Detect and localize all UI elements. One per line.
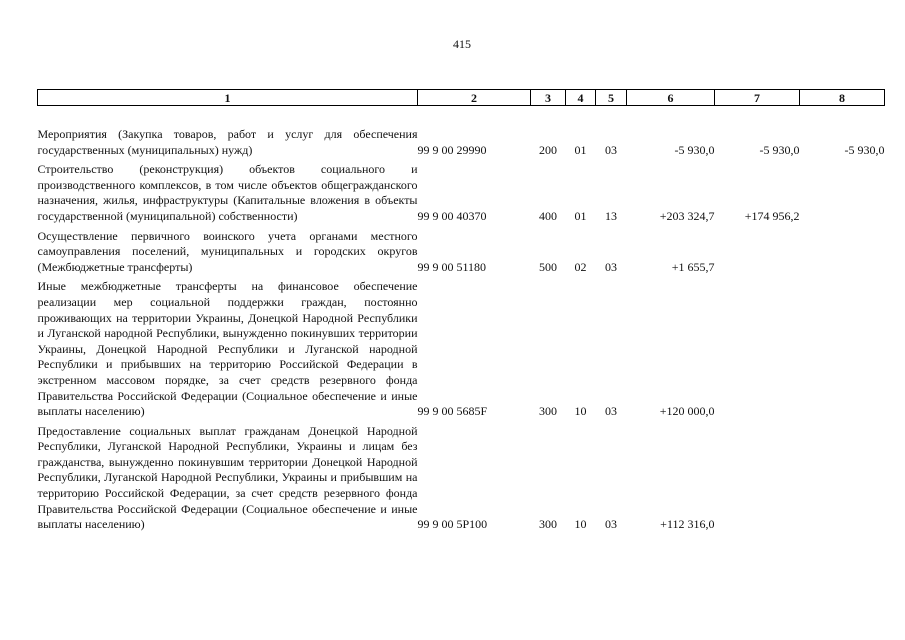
row-col7: -5 930,0 bbox=[759, 142, 800, 157]
header-col-8: 8 bbox=[800, 90, 885, 106]
row-col7: +174 956,2 bbox=[744, 208, 800, 223]
row-vr: 400 bbox=[539, 208, 557, 223]
header-row bbox=[38, 90, 885, 106]
row-col6: +203 324,7 bbox=[659, 208, 715, 223]
row-name: Осуществление первичного воинского учета органами местного самоуправления поселений, муниципальных и городских округов (Межбюджетные трансферты) bbox=[37, 228, 418, 274]
spacer-row bbox=[38, 106, 885, 124]
row-pr: 03 bbox=[605, 404, 617, 419]
row-vr: 300 bbox=[539, 404, 557, 419]
row-code: 99 9 00 40370 bbox=[417, 208, 487, 223]
row-code: 99 9 00 51180 bbox=[417, 259, 487, 274]
row-col6: +120 000,0 bbox=[659, 404, 715, 419]
row-col6: +112 316,0 bbox=[660, 517, 715, 532]
row-name: Мероприятия (Закупка товаров, работ и услуг для обеспечения государственных (муниципальных) нужд) bbox=[37, 127, 418, 157]
row-col7 bbox=[715, 225, 800, 276]
row-name: Предоставление социальных выплат гражданам Донецкой Народной Республики, Луганской Народной Республики, Украины и лицам без гражданства, вынужденно покинувшим территории Донецкой Народной Республики, Луганской Народной Республики, Украины и прибывшим на территорию Российской Федерации, за счет средств резервного фонда Правительства Российской Федерации (Социальное обеспечение и иные выплаты населению) bbox=[37, 423, 418, 532]
header-col-4: 4 bbox=[566, 90, 596, 106]
row-pr: 03 bbox=[605, 259, 617, 274]
row-pr: 03 bbox=[605, 142, 617, 157]
row-vr: 300 bbox=[539, 517, 557, 532]
header-col-5: 5 bbox=[596, 90, 627, 106]
budget-table bbox=[37, 89, 885, 533]
row-vr: 200 bbox=[539, 142, 557, 157]
header-col-2: 2 bbox=[418, 90, 531, 106]
table-row bbox=[38, 275, 885, 419]
row-rz: 10 bbox=[574, 517, 587, 532]
table-row bbox=[38, 225, 885, 276]
header-col-3: 3 bbox=[531, 90, 566, 106]
page-number: 415 bbox=[453, 37, 471, 51]
row-pr: 03 bbox=[605, 517, 617, 532]
row-col8 bbox=[800, 420, 885, 533]
row-col7 bbox=[715, 420, 800, 533]
row-rz: 01 bbox=[574, 142, 587, 157]
header-col-1: 1 bbox=[38, 90, 418, 106]
row-code: 99 9 00 5Р100 bbox=[417, 517, 488, 532]
row-col8 bbox=[800, 275, 885, 419]
row-code: 99 9 00 5685F bbox=[417, 404, 488, 419]
row-rz: 10 bbox=[574, 404, 587, 419]
table-row bbox=[38, 158, 885, 224]
row-col8 bbox=[800, 158, 885, 224]
row-col8 bbox=[800, 225, 885, 276]
row-vr: 500 bbox=[539, 259, 557, 274]
row-col7 bbox=[715, 275, 800, 419]
header-col-6: 6 bbox=[627, 90, 715, 106]
row-col8: -5 930,0 bbox=[844, 142, 885, 157]
row-name: Иные межбюджетные трансферты на финансовое обеспечение реализации мер социальной поддержки граждан, постоянно проживающих на территории Украины, Донецкой Народной Республики и Луганской народной Республики, вынужденно покинувших территории Украины, Донецкой Народной Республики и Луганской народной Республики и прибывших на территорию Российской Федерации в экстренном массовом порядке, за счет средств резервного фонда Правительства Российской Федерации (Социальное обеспечение и иные выплаты населению) bbox=[37, 279, 418, 419]
row-name: Строительство (реконструкция) объектов социального и производственного комплексов, в том числе объектов общегражданского назначения, жилья, инфраструктуры (Капитальные вложения в объекты государственной (муниципальной) собственности) bbox=[37, 162, 418, 223]
row-rz: 01 bbox=[574, 208, 587, 223]
table-row bbox=[38, 420, 885, 533]
header-col-7: 7 bbox=[715, 90, 800, 106]
row-rz: 02 bbox=[574, 259, 587, 274]
row-code: 99 9 00 29990 bbox=[417, 142, 487, 157]
row-pr: 13 bbox=[605, 208, 617, 223]
row-col6: -5 930,0 bbox=[674, 142, 715, 157]
row-col6: +1 655,7 bbox=[671, 259, 715, 274]
table-row bbox=[38, 123, 885, 158]
